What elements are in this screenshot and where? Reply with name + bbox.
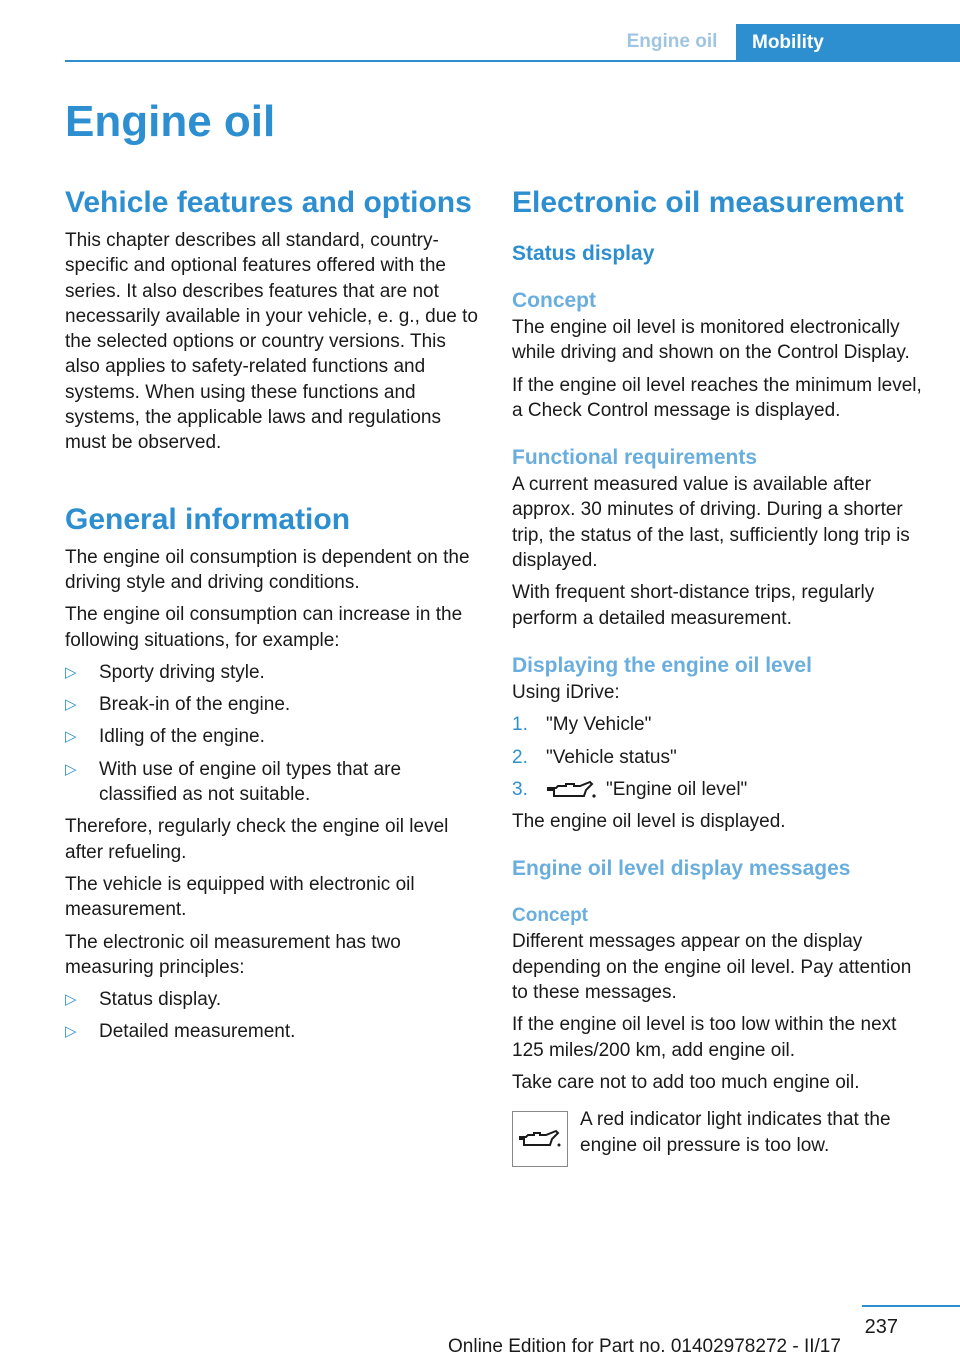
- triangle-bullet-icon: ▷: [65, 991, 77, 1009]
- general-info-p1: The engine oil consumption is dependent on the driving style and driving conditions.: [65, 546, 470, 593]
- header-tab-engine-oil[interactable]: Engine oil: [626, 31, 718, 52]
- right-column: [512, 184, 924, 1167]
- triangle-bullet-icon: ▷: [65, 663, 77, 681]
- footer-rule: [862, 1305, 960, 1307]
- left-column: [65, 184, 480, 1045]
- messages-p3: Take care not to add too much engine oil.: [512, 1071, 860, 1093]
- header-tab-mobility[interactable]: Mobility: [736, 24, 960, 62]
- general-info-p2: The engine oil consumption can increase in the following situations, for example:: [65, 604, 463, 651]
- list-item: 1. "My Vehicle": [512, 714, 652, 736]
- list-item: ▷ With use of engine oil types that are classified as not suitable.: [65, 758, 402, 806]
- measuring-principles-list: [65, 987, 480, 1045]
- triangle-bullet-icon: ▷: [65, 728, 77, 746]
- messages-p1: Different messages appear on the display depending on the engine oil level. Pay attention to these messages.: [512, 931, 912, 1004]
- displaying-intro: Using iDrive:: [512, 681, 620, 703]
- concept-p1: The engine oil level is monitored electronically while driving and shown on the Control Display.: [512, 317, 910, 364]
- triangle-bullet-icon: ▷: [65, 760, 77, 778]
- general-info-p4: The vehicle is equipped with electronic oil measurement.: [65, 873, 415, 921]
- displaying-result: The engine oil level is displayed.: [512, 811, 786, 833]
- triangle-bullet-icon: ▷: [65, 1023, 77, 1041]
- list-item: ▷ Detailed measurement.: [65, 1019, 480, 1044]
- warning-text: A red indicator light indicates that the engine oil pressure is too low.: [580, 1109, 891, 1156]
- list-item: ▷ Status display.: [65, 987, 480, 1012]
- idrive-steps-list: [512, 712, 924, 802]
- header-rule: [65, 60, 960, 62]
- oil-can-icon: [518, 1128, 562, 1150]
- functional-p2: With frequent short-distance trips, regularly perform a detailed measurement.: [512, 582, 875, 629]
- messages-p2: If the engine oil level is too low within the next 125 miles/200 km, add engine oil.: [512, 1014, 897, 1061]
- concept-p2: If the engine oil level reaches the minimum level, a Check Control message is displayed.: [512, 374, 922, 421]
- heading-displaying-oil-level: Displaying the engine oil level: [512, 653, 812, 677]
- heading-display-messages: Engine oil level display messages: [512, 857, 851, 881]
- triangle-bullet-icon: ▷: [65, 696, 77, 714]
- list-item: ▷ Break-in of the engine.: [65, 692, 480, 717]
- vehicle-features-text: This chapter describes all standard, country-specific and optional features offered with the series. It also describes features that are not necessarily available in your vehicle, e. g., due to the selected options or country versions. This also applies to safety-related functions and systems. When using these functions and systems, the applicable laws and regulations must be observed.: [65, 230, 478, 454]
- list-item: 3. "Engine oil level": [512, 778, 748, 800]
- chapter-title: Engine oil: [65, 97, 276, 146]
- functional-p1: A current measured value is available after approx. 30 minutes of driving. During a shorter trip, the status of the last, sufficiently long trip is displayed.: [512, 474, 910, 572]
- heading-general-information: General information: [65, 502, 351, 536]
- list-item: ▷ Sporty driving style.: [65, 660, 480, 685]
- oil-can-icon: [512, 1111, 568, 1167]
- heading-functional-requirements: Functional requirements: [512, 446, 758, 470]
- heading-messages-concept: Concept: [512, 905, 588, 927]
- list-item: ▷ Idling of the engine.: [65, 724, 480, 749]
- heading-concept: Concept: [512, 289, 596, 312]
- oil-can-icon: [546, 780, 598, 800]
- oil-pressure-warning: [512, 1107, 924, 1167]
- consumption-situations-list: [65, 660, 480, 807]
- list-item: 2. "Vehicle status": [512, 746, 677, 768]
- heading-vehicle-features: Vehicle features and options: [65, 186, 472, 219]
- heading-electronic-oil-measurement: Electronic oil measurement: [512, 186, 904, 219]
- heading-status-display: Status display: [512, 242, 655, 265]
- edition-footer: Online Edition for Part no. 01402978272 - II/17: [448, 1336, 841, 1357]
- general-info-p5: The electronic oil measurement has two measuring principles:: [65, 931, 401, 978]
- page-number: 237: [864, 1316, 898, 1338]
- general-info-p3: Therefore, regularly check the engine oil level after refueling.: [65, 816, 449, 863]
